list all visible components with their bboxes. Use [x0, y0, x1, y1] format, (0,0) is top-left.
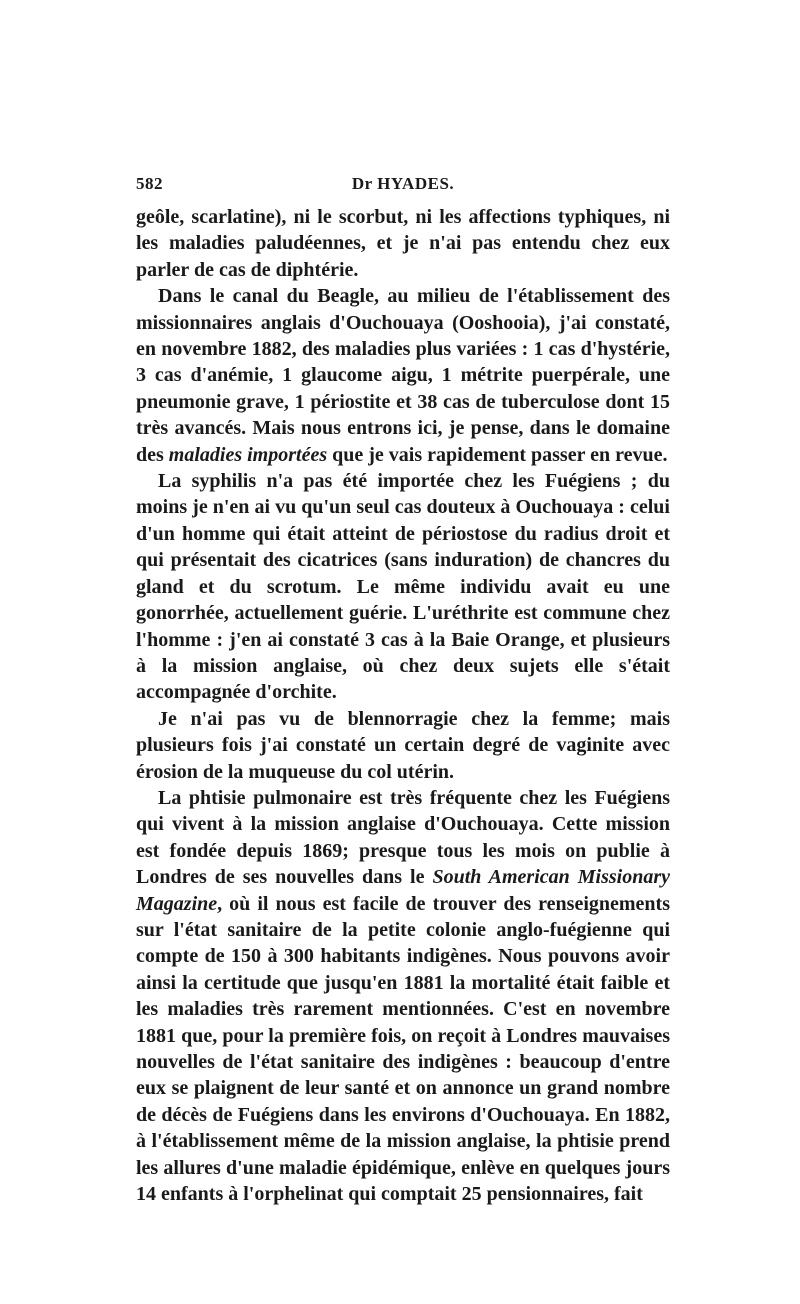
body-text — [136, 204, 670, 1207]
running-head: Dr HYADES. — [351, 174, 455, 193]
paragraph-p1 — [136, 204, 670, 283]
text-run: La phtisie pulmonaire est très fréquente chez les Fuégiens qui vivent à la mission anglaise d'Ouchouaya. Cette mission est fondée depuis 1869; presque tous les mois on publie à Londres de ses nouvelles dans le — [136, 786, 670, 889]
paragraph-p2 — [136, 283, 670, 468]
paragraph-p4 — [136, 706, 670, 785]
book-page — [136, 174, 670, 1207]
text-run: geôle, scarlatine), ni le scorbut, ni les affections typhiques, ni les maladies paludéennes, et je n'ai pas entendu chez eux parler de cas de diphtérie. — [136, 206, 670, 281]
text-run: Dans le canal du Beagle, au milieu de l'établissement des missionnaires anglais d'Ouchouaya (Ooshooia), j'ai constaté, en novembre 1882, des maladies plus variées : 1 cas d'hystérie, 3 cas d'anémie, 1 glaucome aigu, 1 métrite puerpérale, une pneumonie grave, 1 périostite et 38 cas de tuberculose dont 15 très avancés. Mais nous entrons ici, je pense, dans le domaine des — [136, 285, 670, 466]
text-run: , où il nous est facile de trouver des renseignements sur l'état sanitaire de la petite colonie anglo-fuégienne qui compte de 150 à 300 habitants indigènes. Nous pouvons avoir ainsi la certitude que jusqu'en 1881 la mortalité était faible et les maladies très rarement mentionnées. C'est en novembre 1881 que, pour la première fois, on reçoit à Londres mauvaises nouvelles de l'état sanitaire des indigènes : beaucoup d'entre eux se plaignent de leur santé et on annonce un grand nombre de décès de Fuégiens dans les environs d'Ouchouaya. En 1882, à l'établissement même de la mission anglaise, la phtisie prend les allures d'une maladie épidémique, enlève en quelques jours 14 enfants à l'orphelinat qui comptait 25 pensionnaires, fait — [136, 892, 670, 1206]
text-run: Je n'ai pas vu de blennorragie chez la femme; mais plusieurs fois j'ai constaté un certain degré de vaginite avec érosion de la muqueuse du col utérin. — [136, 707, 670, 783]
text-run: que je vais rapidement passer en revue. — [327, 443, 668, 466]
page-header — [136, 174, 670, 204]
text-run: La syphilis n'a pas été importée chez les Fuégiens ; du moins je n'en ai vu qu'un seul cas douteux à Ouchouaya : celui d'un homme qui était atteint de périostose du radius droit et qui présentait des cicatrices (sans induration) de chancres du gland et du scrotum. Le même individu avait eu une gonorrhée, actuellement guérie. L'uréthrite est commune chez l'homme : j'en ai constaté 3 cas à la Baie Orange, et plusieurs à la mission anglaise, où chez deux sujets elle s'était accompagnée d'orchite. — [136, 470, 670, 704]
italic-text: maladies importées — [168, 443, 328, 466]
page-number: 582 — [136, 174, 163, 193]
paragraph-p3 — [136, 468, 670, 706]
paragraph-p5 — [136, 785, 670, 1208]
italic-text: South American Missionary Magazine — [136, 866, 670, 915]
